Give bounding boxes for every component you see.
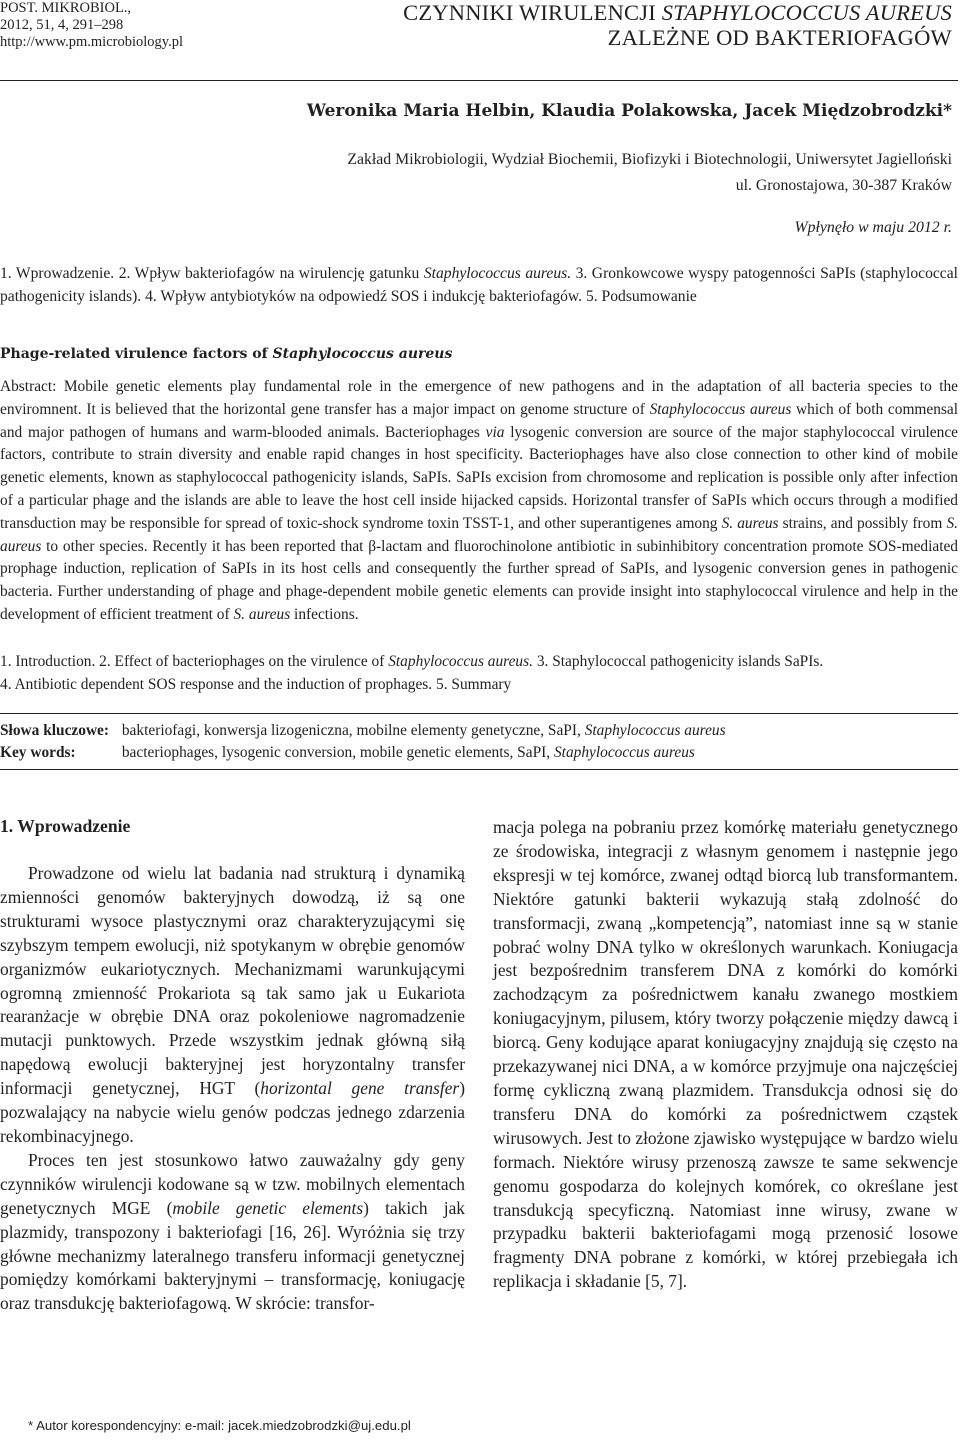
received-date: Wpłynęło w maju 2012 r. [794, 219, 952, 236]
keywords-polish [0, 720, 726, 742]
section-heading-introduction: 1. Wprowadzenie [0, 816, 131, 836]
toc-pl-italic: Staphylococcus aureus. [423, 265, 572, 282]
abstract-part4: strains, and possibly from [778, 514, 947, 532]
abstract [0, 376, 958, 627]
right-column [493, 816, 958, 1294]
journal-volume: 2012, 51, 4, 291–298 [0, 17, 124, 33]
toc-en-line1 [0, 651, 958, 674]
keywords-pl-italic: Staphylococcus aureus [584, 722, 726, 739]
left-p1-italic: horizontal gene transfer [260, 1078, 460, 1099]
affiliation-line2: ul. Gronostajowa, 30-387 Kraków [735, 177, 952, 194]
toc-en-part2: 3. Staphylococcal pathogenicity islands SaPIs. [532, 653, 824, 670]
left-p2-text-a: Proces ten jest stosunkowo łatwo zauważalny gdy geny czynników wirulencji kodowane są w tzw. mobilnych elementach genetycznych MGE ( [0, 1149, 465, 1218]
left-p2-text-b: ) takich jak plazmidy, transpozony i bakteriofagi [16, 26]. Wyróżnia się trzy główne mechanizmy lateralnego transferu informacji genetycznej pomiędzy komórkami bakteryjnymi – transformację, koniugację oraz transdukcję bakteriofagową. W skrócie: transfor- [0, 1197, 465, 1314]
article-title [403, 0, 952, 50]
english-title-text: Phage-related virulence factors of [0, 346, 273, 362]
toc-pl-part2: 3. Gronkowcowe wyspy patogenności SaPIs (staphylococcal pathogenicity islands). 4. Wpływ antybiotyków na odpowiedź SOS i indukcję bakteriofagów. 5. Podsumowanie [0, 265, 958, 305]
toc-polish [0, 262, 958, 308]
keywords-bottom-rule [0, 769, 958, 770]
abstract-part6: infections. [290, 605, 359, 623]
left-p2-italic: mobile genetic elements [172, 1197, 364, 1218]
keywords-en-italic: Staphylococcus aureus [553, 744, 695, 761]
title-line1-text: CZYNNIKI WIRULENCJI [403, 0, 662, 25]
toc-en-italic: Staphylococcus aureus. [388, 653, 533, 670]
title-line1 [403, 0, 952, 25]
right-paragraph-1: macja polega na pobraniu przez komórkę materiału genetycznego ze środowiska, integracji z własnym genomem i następnie jego ekspresji w tej komórce, zwanej odtąd biorcą lub transformantem. Niektóre gatunki bakterii wykazują stałą zdolność do transformacji, zwaną „kompetencją”, natomiast inne są w stanie pobrać wolny DNA tylko w określonych warunkach. Koniugacja jest bezpośrednim transferem DNA z komórki do komórki zachodzącym za pośrednictwem kanału zwanego mostkiem koniugacyjnym, pilusem, który tworzy połączenie między dawcą i biorcą. Geny kodujące aparat koniugacyjny znajdują się często na przekazywanej nici DNA, a w komórce przyjmuje ona najczęściej formę cykliczną zwaną plazmidem. Transdukcja odnosi się do transferu DNA do komórki za pośrednictwem cząstek wirusowych. Jest to złożone zjawisko występujące w bardzo wielu formach. Niektóre wirusy przenoszą zawsze te same sekwencje genomu gospodarza do kolejnych komórek, co określane jest transdukcją specyficzną. Natomiast inne wirusy, zwane w przypadku bakterii bakteriofagami mogą przenosić losowe fragmenty DNA pobrane z komórki, w której przebiegała ich replikacja i składanie [5, 7]. [493, 817, 958, 1292]
abstract-italic5: S. aureus [233, 605, 291, 623]
toc-pl-part1: 1. Wprowadzenie. 2. Wpływ bakteriofagów na wirulencję gatunku [0, 265, 424, 282]
keywords-en-text: bacteriophages, lysogenic conversion, mobile genetic elements, SaPI, [121, 744, 554, 761]
toc-en-part1: 1. Introduction. 2. Effect of bacteriophages on the virulence of [0, 653, 389, 670]
left-p1-text-a: Prowadzone od wielu lat badania nad strukturą i dynamiką zmienności genomów bakteryjnych dowodzą, iż są one strukturami wysoce plastycznymi oraz charakteryzującymi się szybszym tempem ewolucji, niż spotykanym w obrębie genomów organizmów eukariotycznych. Mechanizmami warunkującymi ogromną zmienność Prokariota są tak samo jak u Eukariota rearanżacje w obrębie DNA oraz pokoleniowe nagromadzenie mutacji punktowych. Przede wszystkim jednak główną siłą napędową ewolucji bakteryjnej jest horyzontalny transfer informacji genetycznej, HGT ( [0, 863, 465, 1099]
english-title-italic: Staphylococcus aureus [272, 346, 453, 362]
left-p1-text-b: ) pozwalający na nabycie wielu genów podczas jednego zdarzenia rekombinacyjnego. [0, 1078, 465, 1146]
keywords-english [0, 742, 695, 764]
abstract-italic2: via [485, 423, 505, 441]
title-line2: ZALEŻNE OD BAKTERIOFAGÓW [607, 25, 952, 50]
affiliation-line1: Zakład Mikrobiologii, Wydział Biochemii, Biofizyki i Biotechnologii, Uniwersytet Jagielloński [347, 151, 952, 168]
english-title [0, 346, 452, 362]
left-paragraph-1 [0, 862, 465, 1149]
abstract-part1: Abstract: Mobile genetic elements play fundamental role in the emergence of new pathogens and in the adaptation of all bacteria species to the enviromnent. It is believed that the horizontal gene transfer has a major impact on genome structure of [0, 378, 958, 418]
title-line1-italic: STAPHYLOCOCCUS AUREUS [661, 0, 952, 25]
abstract-italic3: S. aureus [721, 514, 779, 532]
abstract-part5: to other species. Recently it has been reported that β-lactam and fluorochinolone antibiotic in subinhibitory concentration promote SOS-mediated prophage induction, replication of SaPIs in its host cells and consequently the further spread of SaPIs, and lysogenic conversion genes in pathogenic bacteria. Further understanding of phage and phage-dependent mobile genetic elements can provide insight into staphylococcal virulence and help in the development of efficient treatment of [0, 537, 958, 623]
header-rule [0, 80, 958, 81]
keywords-pl-label: Słowa kluczowe: [0, 722, 110, 739]
keywords-pl-text: bakteriofagi, konwersja lizogeniczna, mobilne elementy genetyczne, SaPI, [121, 722, 585, 739]
keywords-top-rule [0, 713, 958, 714]
left-column [0, 862, 465, 1316]
journal-url[interactable]: http://www.pm.microbiology.pl [0, 34, 183, 50]
abstract-italic1: Staphylococcus aureus [649, 400, 792, 418]
abstract-part3: lysogenic conversion are source of the major staphylococcal virulence factors, contribute to strain diversity and enable rapid changes in host specificity. Bacteriophages have also close connection to other kind of mobile genetic elements, known as staphylococcal pathogenicity islands, SaPIs. SaPIs excision from chromosome and replication is possible only after infection of a particular phage and the islands are able to leave the host cell inside hijacked capsids. Horizontal transfer of SaPIs which occurs through a modified transduction may be responsible for spread of toxic-shock syndrome toxin TSST-1, and other superantigenes among [0, 423, 958, 532]
journal-name: POST. MIKROBIOL., [0, 0, 132, 16]
authors: Weronika Maria Helbin, Klaudia Polakowska, Jacek Międzobrodzki* [306, 101, 952, 121]
abstract-part2: which of both commensal and major pathogen of humans and warm-blooded animals. Bacteriophages [0, 400, 959, 441]
abstract-italic4: S. aureus [0, 514, 958, 555]
footnote-corresponding-author: * Autor korespondencyjny: e-mail: jacek.miedzobrodzki@uj.edu.pl [28, 1418, 411, 1433]
left-paragraph-2 [0, 1149, 465, 1316]
toc-en-line2: 4. Antibiotic dependent SOS response and the induction of prophages. 5. Summary [0, 675, 512, 693]
keywords-en-label: Key words: [0, 744, 76, 761]
toc-english [0, 651, 958, 697]
journal-info [0, 0, 183, 51]
